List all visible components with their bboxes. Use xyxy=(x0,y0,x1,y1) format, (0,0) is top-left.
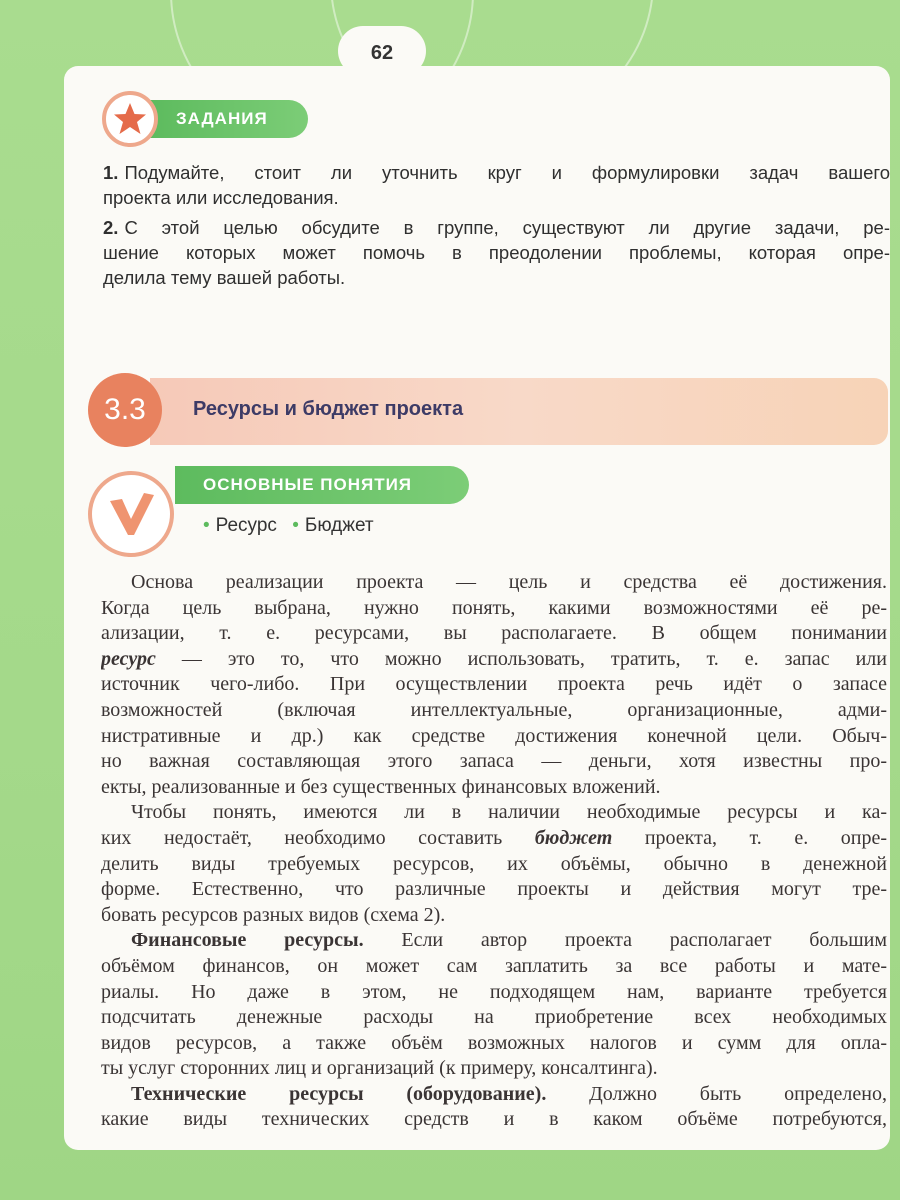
text-segment: источник чего-либо. При осуществлении проекта речь идёт о запасе xyxy=(101,673,887,696)
key-term: ресурс xyxy=(101,647,156,670)
body-line xyxy=(101,570,887,596)
section-number: 3.3 xyxy=(88,373,162,447)
task-text: Подумайте, стоит ли уточнить круг и формулировки задач вашего xyxy=(124,162,890,183)
concepts-label: ОСНОВНЫЕ ПОНЯТИЯ xyxy=(175,466,469,504)
body-line xyxy=(101,724,887,750)
section-title: Ресурсы и бюджет проекта xyxy=(193,398,464,420)
body-line xyxy=(101,954,887,980)
paragraph-heading: Финансовые ресурсы. xyxy=(131,929,364,952)
text-segment: проекта, т. е. опре- xyxy=(612,826,887,849)
body-line xyxy=(101,1107,887,1133)
task-text: делила тему вашей работы. xyxy=(103,267,346,288)
text-segment: Основа реализации проекта — цель и средства её достижения. xyxy=(131,571,887,593)
task-item xyxy=(103,160,890,210)
checkmark-icon xyxy=(88,471,174,557)
task-line xyxy=(103,240,890,265)
text-segment: форме. Естественно, что различные проекты и действия могут тре- xyxy=(101,878,887,901)
key-term: бюджет xyxy=(534,826,613,849)
tasks-list xyxy=(103,160,890,295)
bullet-icon: • xyxy=(203,515,210,536)
paragraph-heading: Технические ресурсы (оборудование). xyxy=(131,1082,547,1105)
text-segment: делить виды требуемых ресурсов, их объёмы, обычно в денежной xyxy=(101,852,887,875)
task-text: С этой целью обсудите в группе, существуют ли другие задачи, ре- xyxy=(124,217,890,238)
text-segment: бовать ресурсов разных видов (схема 2). xyxy=(101,903,446,926)
body-line xyxy=(101,903,887,929)
concept-item: Бюджет xyxy=(304,515,374,536)
task-item xyxy=(103,215,890,290)
star-icon xyxy=(102,91,158,147)
body-line xyxy=(101,647,887,673)
text-segment: ких недостаёт, необходимо составить xyxy=(101,826,535,849)
text-segment: екты, реализованные и без существенных финансовых вложений. xyxy=(101,775,661,798)
page-number: 62 xyxy=(338,26,426,76)
text-segment: но важная составляющая этого запаса — деньги, хотя известны про- xyxy=(101,750,887,773)
concepts-list xyxy=(203,515,374,537)
body-line xyxy=(101,800,887,826)
text-segment: Чтобы понять, имеются ли в наличии необходимые ресурсы и ка- xyxy=(131,801,887,824)
body-line xyxy=(101,877,887,903)
body-line xyxy=(101,621,887,647)
text-segment: какие виды технических средств и в каком объёме потребуются, xyxy=(101,1108,887,1131)
text-segment: Должно быть определено, xyxy=(546,1082,887,1105)
body-line xyxy=(101,1056,887,1082)
task-line xyxy=(103,265,890,290)
body-line xyxy=(101,826,887,852)
body-line xyxy=(101,1005,887,1031)
text-segment: возможностей (включая интеллектуальные, организационные, адми- xyxy=(101,698,887,721)
body-line xyxy=(101,1082,887,1108)
concept-item: Ресурс xyxy=(215,515,277,536)
body-line xyxy=(101,1031,887,1057)
text-segment: видов ресурсов, а также объём возможных налогов и сумм для опла- xyxy=(101,1031,887,1054)
body-line xyxy=(101,672,887,698)
body-line xyxy=(101,698,887,724)
tasks-label: ЗАДАНИЯ xyxy=(150,100,308,138)
task-number: 1. xyxy=(103,162,119,183)
body-line xyxy=(101,852,887,878)
text-segment: риалы. Но даже в этом, не подходящем нам, варианте требуется xyxy=(101,980,887,1003)
task-line xyxy=(103,215,890,240)
body-line xyxy=(101,775,887,801)
text-segment: подсчитать денежные расходы на приобретение всех необходимых xyxy=(101,1006,887,1029)
text-segment: объёмом финансов, он может сам заплатить за все работы и мате- xyxy=(101,954,887,977)
text-segment: ализации, т. е. ресурсами, вы располагаете. В общем понимании xyxy=(101,622,887,645)
body-line xyxy=(101,749,887,775)
task-line xyxy=(103,160,890,185)
body-text xyxy=(101,570,887,1133)
task-text: проекта или исследования. xyxy=(103,187,339,208)
body-line xyxy=(101,980,887,1006)
text-segment: ты услуг сторонних лиц и организаций (к примеру, консалтинга). xyxy=(101,1057,658,1080)
bullet-icon: • xyxy=(292,515,299,536)
text-segment: Когда цель выбрана, нужно понять, какими возможностями её ре- xyxy=(101,596,887,619)
text-segment: — это то, что можно использовать, тратить, т. е. запас или xyxy=(155,647,887,670)
body-line xyxy=(101,596,887,622)
text-segment: нистративные и др.) как средстве достижения конечной цели. Обыч- xyxy=(101,724,887,747)
text-segment: Если автор проекта располагает большим xyxy=(363,929,887,952)
task-number: 2. xyxy=(103,217,119,238)
task-line xyxy=(103,185,890,210)
body-line xyxy=(101,928,887,954)
task-text: шение которых может помочь в преодолении проблемы, которая опре- xyxy=(103,242,890,263)
